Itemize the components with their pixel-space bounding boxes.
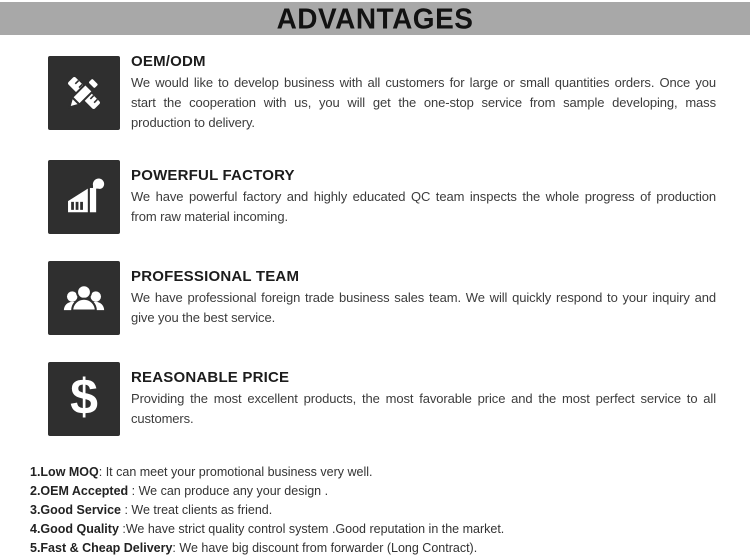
advantage-sections	[0, 35, 750, 436]
advantages-page	[0, 2, 750, 558]
section-professional-team	[48, 261, 750, 335]
section-text	[131, 268, 716, 328]
section-body: We have professional foreign trade business sales team. We will quickly respond to your inquiry and give you the best service.	[131, 290, 716, 325]
list-item-text: : We have big discount from forwarder (Long Contract).	[172, 541, 478, 555]
section-body: Providing the most excellent products, the most favorable price and the most perfect service to all customers.	[131, 391, 716, 426]
list-item-label: 3.Good Service	[30, 503, 122, 517]
list-item-text: : We treat clients as friend.	[121, 503, 273, 517]
advantages-banner	[0, 2, 750, 35]
list-item-label: 1.Low MOQ	[30, 465, 99, 479]
list-item-label: 2.OEM Accepted	[30, 484, 129, 498]
section-body: We have powerful factory and highly educated QC team inspects the whole progress of production from raw material incoming.	[131, 189, 716, 224]
section-title: PROFESSIONAL TEAM	[131, 268, 300, 285]
section-text	[131, 369, 716, 429]
list-item	[30, 463, 750, 482]
list-item	[30, 501, 750, 520]
section-body: We would like to develop business with all customers for large or small quantities orders. Once you start the cooperation with us, you will get the one-stop service from sample developing, mass production to delivery.	[131, 75, 716, 130]
factory-icon	[48, 160, 120, 234]
section-reasonable-price	[48, 362, 750, 436]
advantage-list	[30, 463, 750, 558]
section-text	[131, 53, 716, 133]
section-powerful-factory	[48, 160, 750, 234]
dollar-glyph: $	[70, 369, 98, 425]
list-item-label: 5.Fast & Cheap Delivery	[30, 541, 173, 555]
section-oem-odm	[48, 53, 750, 133]
section-text	[131, 167, 716, 227]
section-title: POWERFUL FACTORY	[131, 167, 295, 184]
list-item	[30, 520, 750, 539]
list-item-text: : It can meet your promotional business very well.	[98, 465, 373, 479]
list-item	[30, 482, 750, 501]
section-title: REASONABLE PRICE	[131, 369, 290, 386]
page-title: ADVANTAGES	[276, 1, 474, 35]
list-item-text: :We have strict quality control system .Good reputation in the market.	[118, 522, 505, 536]
list-item	[30, 539, 750, 558]
section-title: OEM/ODM	[131, 53, 206, 70]
list-item-text: : We can produce any your design .	[128, 484, 329, 498]
pencil-ruler-icon	[48, 56, 120, 130]
dollar-icon	[48, 362, 120, 436]
list-item-label: 4.Good Quality	[30, 522, 119, 536]
team-icon	[48, 261, 120, 335]
